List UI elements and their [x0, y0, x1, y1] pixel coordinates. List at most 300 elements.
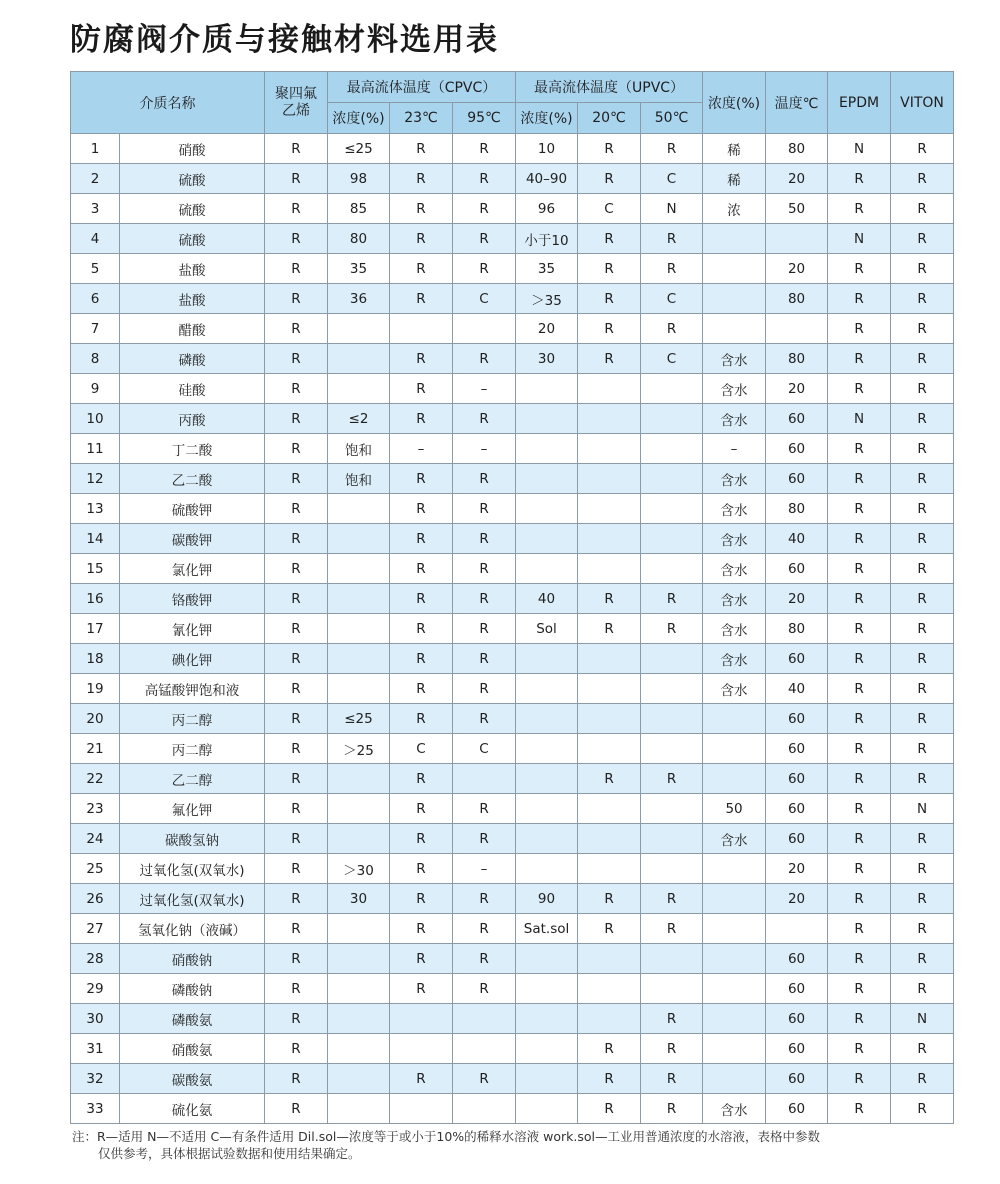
cell-upvc-concentration	[516, 944, 578, 974]
cell-cpvc-concentration	[328, 374, 390, 404]
cell-ptfe: R	[265, 1064, 328, 1094]
cell-upvc-50c: R	[641, 1094, 703, 1124]
page-title: 防腐阀介质与接触材料选用表	[70, 22, 499, 58]
cell-upvc-50c: C	[641, 344, 703, 374]
cell-upvc-50c: R	[641, 884, 703, 914]
cell-temperature	[766, 914, 828, 944]
table-row	[71, 344, 954, 374]
cell-concentration: 含水	[703, 494, 766, 524]
cell-concentration: 浓	[703, 194, 766, 224]
cell-cpvc-concentration: ≤2	[328, 404, 390, 434]
cell-temperature: 60	[766, 764, 828, 794]
cell-row-number: 3	[71, 194, 120, 224]
cell-row-number: 14	[71, 524, 120, 554]
cell-epdm: R	[828, 194, 891, 224]
cell-temperature: 50	[766, 194, 828, 224]
cell-cpvc-95c: R	[453, 824, 516, 854]
header-upvc-group: 最高流体温度（UPVC）	[516, 72, 703, 103]
cell-cpvc-95c: R	[453, 644, 516, 674]
cell-epdm: N	[828, 404, 891, 434]
cell-upvc-concentration	[516, 1004, 578, 1034]
cell-medium-name: 硝酸	[120, 134, 265, 164]
table-row	[71, 404, 954, 434]
cell-upvc-50c: R	[641, 134, 703, 164]
cell-ptfe: R	[265, 734, 328, 764]
cell-upvc-concentration: 40–90	[516, 164, 578, 194]
cell-viton: R	[891, 494, 954, 524]
table-row	[71, 464, 954, 494]
cell-viton: R	[891, 674, 954, 704]
cell-upvc-50c	[641, 824, 703, 854]
cell-medium-name: 乙二醇	[120, 764, 265, 794]
cell-cpvc-concentration: 98	[328, 164, 390, 194]
header-ptfe: 聚四氟乙烯	[265, 72, 328, 134]
cell-cpvc-95c: R	[453, 704, 516, 734]
cell-viton: R	[891, 464, 954, 494]
cell-cpvc-concentration: 30	[328, 884, 390, 914]
cell-cpvc-23c: R	[390, 1064, 453, 1094]
cell-temperature: 60	[766, 554, 828, 584]
cell-ptfe: R	[265, 164, 328, 194]
cell-ptfe: R	[265, 284, 328, 314]
cell-epdm: R	[828, 824, 891, 854]
cell-upvc-50c	[641, 794, 703, 824]
cell-cpvc-95c: R	[453, 524, 516, 554]
cell-cpvc-concentration	[328, 1064, 390, 1094]
cell-upvc-concentration	[516, 1064, 578, 1094]
cell-concentration	[703, 254, 766, 284]
cell-cpvc-23c: R	[390, 614, 453, 644]
cell-concentration	[703, 974, 766, 1004]
cell-cpvc-23c: R	[390, 554, 453, 584]
cell-ptfe: R	[265, 944, 328, 974]
table-row	[71, 224, 954, 254]
cell-cpvc-concentration: ≤25	[328, 704, 390, 734]
cell-ptfe: R	[265, 344, 328, 374]
cell-viton: R	[891, 944, 954, 974]
cell-cpvc-23c: R	[390, 854, 453, 884]
cell-row-number: 15	[71, 554, 120, 584]
cell-concentration: 含水	[703, 554, 766, 584]
cell-temperature: 40	[766, 674, 828, 704]
cell-cpvc-23c: R	[390, 374, 453, 404]
cell-cpvc-concentration	[328, 794, 390, 824]
cell-temperature: 60	[766, 464, 828, 494]
cell-upvc-concentration	[516, 464, 578, 494]
cell-ptfe: R	[265, 764, 328, 794]
cell-upvc-20c: R	[578, 314, 641, 344]
cell-epdm: R	[828, 554, 891, 584]
cell-cpvc-23c: –	[390, 434, 453, 464]
cell-epdm: R	[828, 464, 891, 494]
cell-viton: R	[891, 164, 954, 194]
cell-cpvc-23c: R	[390, 584, 453, 614]
cell-concentration	[703, 314, 766, 344]
table-row	[71, 164, 954, 194]
cell-ptfe: R	[265, 314, 328, 344]
cell-upvc-50c	[641, 704, 703, 734]
table-row	[71, 434, 954, 464]
cell-concentration: 含水	[703, 524, 766, 554]
cell-medium-name: 盐酸	[120, 284, 265, 314]
cell-upvc-20c: R	[578, 1034, 641, 1064]
cell-cpvc-23c: R	[390, 164, 453, 194]
cell-cpvc-23c: C	[390, 734, 453, 764]
cell-concentration	[703, 704, 766, 734]
cell-viton: R	[891, 914, 954, 944]
cell-ptfe: R	[265, 614, 328, 644]
cell-concentration	[703, 1034, 766, 1064]
cell-cpvc-95c: R	[453, 344, 516, 374]
cell-temperature: 60	[766, 944, 828, 974]
cell-medium-name: 碘化钾	[120, 644, 265, 674]
table-row	[71, 854, 954, 884]
header-temperature: 温度℃	[766, 72, 828, 134]
cell-viton: R	[891, 974, 954, 1004]
cell-ptfe: R	[265, 254, 328, 284]
cell-epdm: R	[828, 584, 891, 614]
cell-cpvc-95c	[453, 1034, 516, 1064]
cell-upvc-20c: R	[578, 134, 641, 164]
cell-viton: R	[891, 734, 954, 764]
header-cpvc-concentration: 浓度(%)	[328, 103, 390, 134]
cell-medium-name: 乙二酸	[120, 464, 265, 494]
cell-cpvc-95c: R	[453, 164, 516, 194]
table-row	[71, 914, 954, 944]
cell-temperature: 80	[766, 494, 828, 524]
cell-cpvc-23c: R	[390, 704, 453, 734]
cell-medium-name: 硫酸	[120, 194, 265, 224]
cell-viton: R	[891, 404, 954, 434]
cell-epdm: R	[828, 1094, 891, 1124]
cell-upvc-20c	[578, 464, 641, 494]
cell-upvc-50c	[641, 404, 703, 434]
cell-concentration	[703, 1064, 766, 1094]
table-row	[71, 764, 954, 794]
header-medium-name: 介质名称	[71, 72, 265, 134]
cell-cpvc-95c: R	[453, 674, 516, 704]
cell-temperature: 80	[766, 344, 828, 374]
cell-cpvc-concentration	[328, 674, 390, 704]
cell-upvc-20c: R	[578, 1064, 641, 1094]
cell-upvc-concentration: 10	[516, 134, 578, 164]
cell-cpvc-95c: R	[453, 944, 516, 974]
cell-cpvc-23c: R	[390, 944, 453, 974]
cell-temperature: 60	[766, 404, 828, 434]
cell-upvc-50c: C	[641, 164, 703, 194]
header-cpvc-group: 最高流体温度（CPVC）	[328, 72, 516, 103]
cell-cpvc-concentration	[328, 644, 390, 674]
cell-ptfe: R	[265, 914, 328, 944]
cell-epdm: R	[828, 1034, 891, 1064]
cell-medium-name: 高锰酸钾饱和液	[120, 674, 265, 704]
cell-epdm: R	[828, 734, 891, 764]
cell-epdm: R	[828, 254, 891, 284]
table-row	[71, 704, 954, 734]
cell-viton: R	[891, 314, 954, 344]
cell-upvc-50c: R	[641, 584, 703, 614]
cell-concentration: 含水	[703, 584, 766, 614]
cell-medium-name: 硫化氨	[120, 1094, 265, 1124]
cell-cpvc-concentration: ＞30	[328, 854, 390, 884]
table-row	[71, 944, 954, 974]
cell-concentration	[703, 1004, 766, 1034]
cell-medium-name: 过氧化氢(双氧水)	[120, 884, 265, 914]
cell-cpvc-concentration	[328, 344, 390, 374]
table-body	[71, 134, 954, 1124]
cell-epdm: R	[828, 944, 891, 974]
cell-upvc-50c	[641, 524, 703, 554]
cell-epdm: R	[828, 434, 891, 464]
cell-epdm: R	[828, 764, 891, 794]
cell-concentration: 含水	[703, 614, 766, 644]
cell-epdm: R	[828, 974, 891, 1004]
cell-cpvc-23c: R	[390, 284, 453, 314]
cell-temperature: 20	[766, 164, 828, 194]
cell-epdm: R	[828, 524, 891, 554]
cell-medium-name: 碳酸氨	[120, 1064, 265, 1094]
cell-viton: N	[891, 1004, 954, 1034]
cell-medium-name: 碳酸氢钠	[120, 824, 265, 854]
cell-concentration: 稀	[703, 164, 766, 194]
cell-upvc-20c: R	[578, 914, 641, 944]
header-concentration-2: 浓度(%)	[703, 72, 766, 134]
header-viton: VITON	[891, 72, 954, 134]
cell-cpvc-23c	[390, 1094, 453, 1124]
cell-row-number: 10	[71, 404, 120, 434]
cell-viton: R	[891, 1064, 954, 1094]
cell-upvc-concentration	[516, 554, 578, 584]
cell-upvc-20c	[578, 404, 641, 434]
cell-row-number: 7	[71, 314, 120, 344]
table-row	[71, 734, 954, 764]
cell-cpvc-23c: R	[390, 404, 453, 434]
cell-cpvc-23c: R	[390, 224, 453, 254]
header-upvc-concentration: 浓度(%)	[516, 103, 578, 134]
header-upvc-50c: 50℃	[641, 103, 703, 134]
table-row	[71, 254, 954, 284]
cell-upvc-50c	[641, 944, 703, 974]
cell-medium-name: 碳酸钾	[120, 524, 265, 554]
table-row	[71, 284, 954, 314]
cell-ptfe: R	[265, 194, 328, 224]
cell-cpvc-concentration	[328, 944, 390, 974]
cell-medium-name: 醋酸	[120, 314, 265, 344]
cell-concentration: 50	[703, 794, 766, 824]
header-cpvc-95c: 95℃	[453, 103, 516, 134]
cell-epdm: R	[828, 344, 891, 374]
cell-concentration	[703, 224, 766, 254]
table-row	[71, 1034, 954, 1064]
cell-concentration: 含水	[703, 404, 766, 434]
cell-upvc-20c: R	[578, 584, 641, 614]
table-row	[71, 494, 954, 524]
cell-temperature: 60	[766, 824, 828, 854]
cell-upvc-50c	[641, 854, 703, 884]
cell-row-number: 22	[71, 764, 120, 794]
cell-ptfe: R	[265, 884, 328, 914]
cell-viton: R	[891, 614, 954, 644]
cell-cpvc-23c: R	[390, 254, 453, 284]
cell-cpvc-95c	[453, 1094, 516, 1124]
cell-upvc-20c	[578, 524, 641, 554]
cell-cpvc-23c: R	[390, 824, 453, 854]
table-row	[71, 644, 954, 674]
table-row	[71, 824, 954, 854]
cell-upvc-20c: R	[578, 254, 641, 284]
table-row	[71, 314, 954, 344]
cell-medium-name: 氰化钾	[120, 614, 265, 644]
cell-upvc-concentration: 90	[516, 884, 578, 914]
cell-epdm: R	[828, 374, 891, 404]
cell-temperature: 40	[766, 524, 828, 554]
cell-medium-name: 硫酸	[120, 164, 265, 194]
cell-ptfe: R	[265, 374, 328, 404]
cell-epdm: R	[828, 884, 891, 914]
cell-epdm: R	[828, 1064, 891, 1094]
cell-temperature: 80	[766, 284, 828, 314]
cell-upvc-20c	[578, 734, 641, 764]
cell-upvc-50c	[641, 464, 703, 494]
cell-upvc-20c: R	[578, 224, 641, 254]
cell-cpvc-concentration: ≤25	[328, 134, 390, 164]
cell-cpvc-95c: R	[453, 194, 516, 224]
cell-upvc-50c: R	[641, 314, 703, 344]
cell-upvc-20c: C	[578, 194, 641, 224]
cell-upvc-20c: R	[578, 614, 641, 644]
cell-epdm: R	[828, 644, 891, 674]
cell-row-number: 33	[71, 1094, 120, 1124]
cell-viton: R	[891, 224, 954, 254]
cell-upvc-50c	[641, 434, 703, 464]
cell-temperature: 60	[766, 1004, 828, 1034]
cell-concentration	[703, 914, 766, 944]
cell-epdm: R	[828, 284, 891, 314]
cell-upvc-20c: R	[578, 764, 641, 794]
cell-epdm: N	[828, 224, 891, 254]
cell-upvc-20c	[578, 704, 641, 734]
cell-cpvc-95c: R	[453, 974, 516, 1004]
cell-upvc-20c: R	[578, 164, 641, 194]
cell-cpvc-95c: R	[453, 794, 516, 824]
header-epdm: EPDM	[828, 72, 891, 134]
header-upvc-20c: 20℃	[578, 103, 641, 134]
cell-upvc-concentration: 40	[516, 584, 578, 614]
cell-medium-name: 过氧化氢(双氧水)	[120, 854, 265, 884]
cell-row-number: 18	[71, 644, 120, 674]
cell-cpvc-concentration	[328, 914, 390, 944]
cell-row-number: 24	[71, 824, 120, 854]
cell-temperature: 60	[766, 974, 828, 1004]
cell-concentration: 含水	[703, 344, 766, 374]
material-selection-table	[70, 71, 954, 1124]
cell-epdm: N	[828, 134, 891, 164]
cell-cpvc-concentration	[328, 1034, 390, 1064]
cell-upvc-50c: N	[641, 194, 703, 224]
cell-viton: R	[891, 1034, 954, 1064]
cell-temperature: 20	[766, 884, 828, 914]
cell-cpvc-concentration	[328, 1004, 390, 1034]
cell-row-number: 6	[71, 284, 120, 314]
cell-concentration: 含水	[703, 1094, 766, 1124]
cell-cpvc-95c: –	[453, 434, 516, 464]
cell-cpvc-23c: R	[390, 494, 453, 524]
cell-row-number: 28	[71, 944, 120, 974]
cell-upvc-20c	[578, 944, 641, 974]
cell-upvc-50c	[641, 374, 703, 404]
cell-row-number: 29	[71, 974, 120, 1004]
cell-cpvc-95c	[453, 764, 516, 794]
footnote-line-1: 注：R—适用 N—不适用 C—有条件适用 Dil.sol—浓度等于或小于10%的稀释水溶液 work.sol—工业用普通浓度的水溶液，表格中参数	[72, 1129, 820, 1144]
cell-row-number: 8	[71, 344, 120, 374]
cell-cpvc-23c: R	[390, 344, 453, 374]
cell-ptfe: R	[265, 584, 328, 614]
cell-ptfe: R	[265, 134, 328, 164]
cell-upvc-concentration	[516, 1034, 578, 1064]
cell-ptfe: R	[265, 1034, 328, 1064]
table-row	[71, 674, 954, 704]
cell-upvc-50c: R	[641, 614, 703, 644]
cell-upvc-concentration	[516, 734, 578, 764]
cell-ptfe: R	[265, 524, 328, 554]
cell-cpvc-95c	[453, 1004, 516, 1034]
cell-cpvc-concentration: 80	[328, 224, 390, 254]
cell-cpvc-concentration	[328, 314, 390, 344]
cell-medium-name: 丙二醇	[120, 704, 265, 734]
cell-upvc-20c	[578, 854, 641, 884]
cell-row-number: 23	[71, 794, 120, 824]
cell-upvc-20c	[578, 674, 641, 704]
cell-upvc-20c	[578, 494, 641, 524]
cell-medium-name: 磷酸	[120, 344, 265, 374]
cell-upvc-20c	[578, 794, 641, 824]
cell-upvc-concentration	[516, 674, 578, 704]
cell-medium-name: 丙酸	[120, 404, 265, 434]
cell-viton: R	[891, 344, 954, 374]
cell-upvc-concentration: Sol	[516, 614, 578, 644]
cell-cpvc-23c	[390, 1004, 453, 1034]
cell-cpvc-concentration	[328, 554, 390, 584]
cell-medium-name: 硝酸钠	[120, 944, 265, 974]
cell-temperature: 60	[766, 1034, 828, 1064]
cell-concentration: 含水	[703, 644, 766, 674]
cell-temperature: 20	[766, 854, 828, 884]
cell-temperature: 20	[766, 254, 828, 284]
cell-temperature: 60	[766, 704, 828, 734]
cell-upvc-20c	[578, 1004, 641, 1034]
table-row	[71, 974, 954, 1004]
table-row	[71, 374, 954, 404]
cell-cpvc-23c	[390, 314, 453, 344]
cell-upvc-concentration	[516, 794, 578, 824]
cell-cpvc-95c: R	[453, 404, 516, 434]
cell-temperature: 60	[766, 434, 828, 464]
cell-upvc-concentration	[516, 434, 578, 464]
cell-cpvc-concentration: 35	[328, 254, 390, 284]
cell-concentration: –	[703, 434, 766, 464]
cell-cpvc-concentration	[328, 764, 390, 794]
cell-row-number: 31	[71, 1034, 120, 1064]
cell-upvc-50c: C	[641, 284, 703, 314]
cell-medium-name: 丙二醇	[120, 734, 265, 764]
cell-cpvc-95c: R	[453, 494, 516, 524]
cell-ptfe: R	[265, 854, 328, 884]
cell-cpvc-95c: C	[453, 734, 516, 764]
cell-ptfe: R	[265, 674, 328, 704]
cell-epdm: R	[828, 494, 891, 524]
cell-upvc-50c: R	[641, 224, 703, 254]
cell-row-number: 12	[71, 464, 120, 494]
